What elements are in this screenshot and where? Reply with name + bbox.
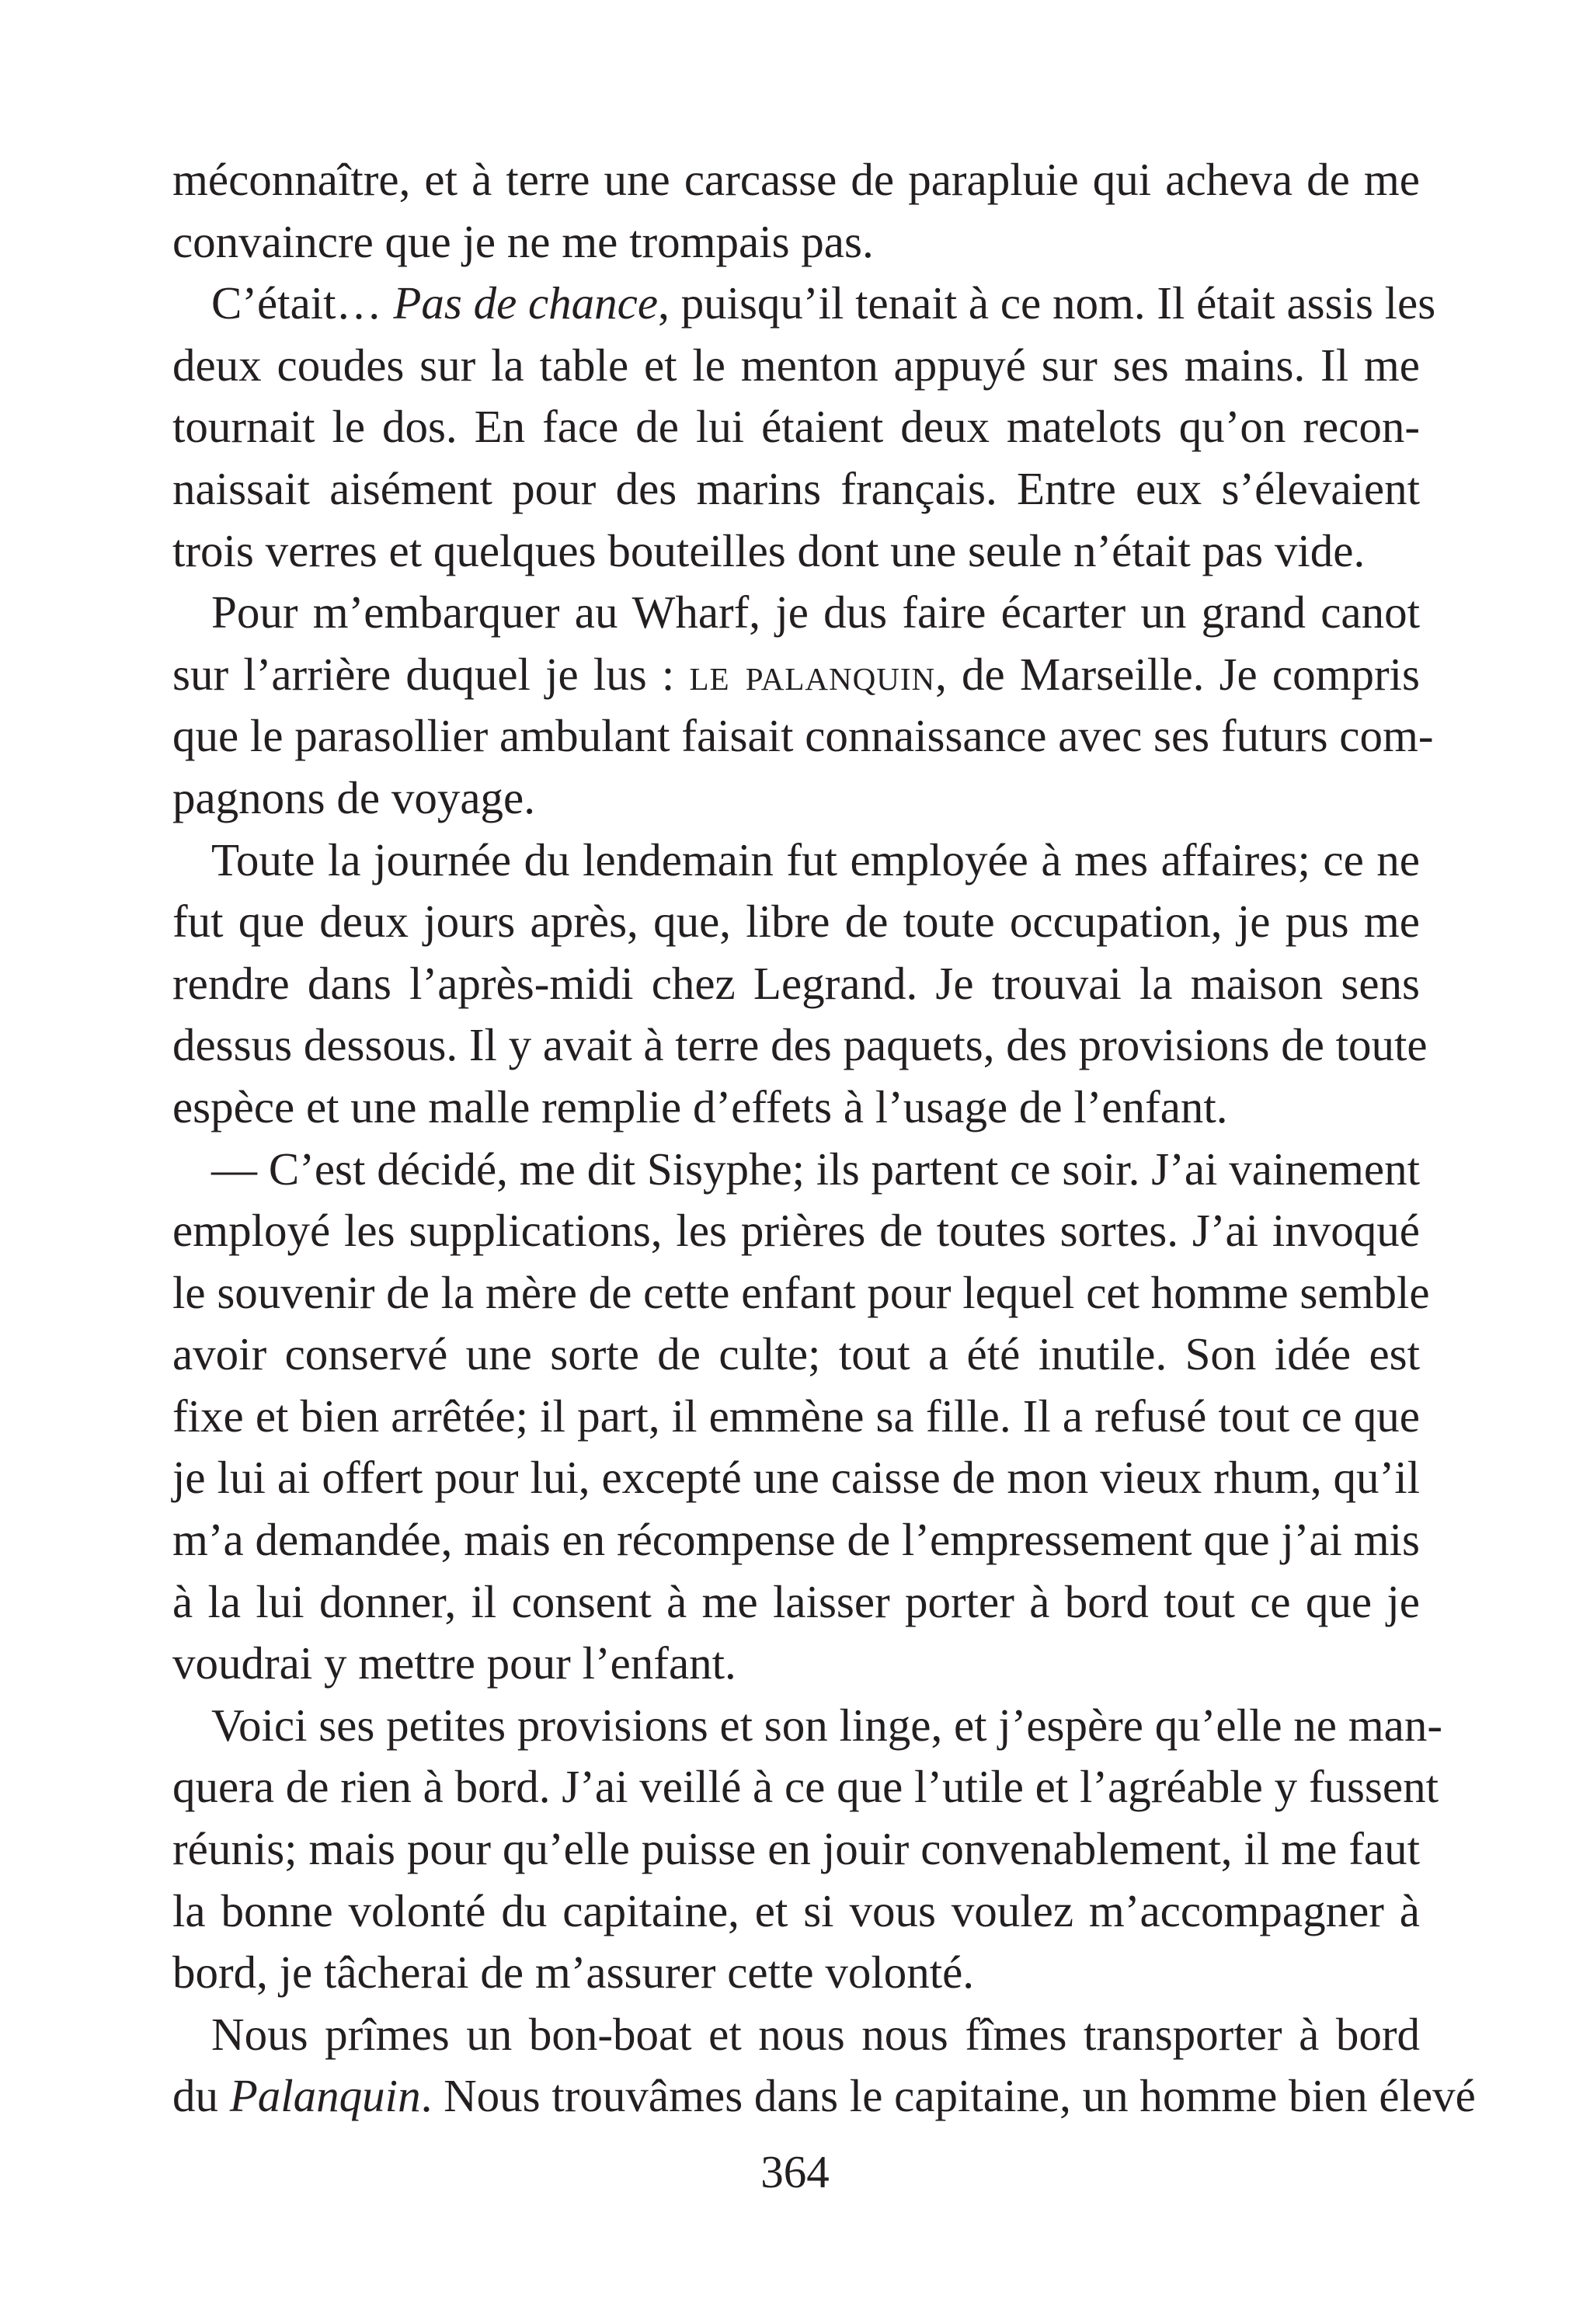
text-line: tournait le dos. En face de lui étaient deux matelots qu’on recon- bbox=[172, 401, 1420, 453]
text-line: avoir conservé une sorte de culte; tout a été inutile. Son idée est bbox=[172, 1328, 1420, 1380]
text-line: Nous prîmes un bon-boat et nous nous fîmes transporter à bord bbox=[211, 2008, 1420, 2060]
text-line: deux coudes sur la table et le menton appuyé sur ses mains. Il me bbox=[172, 339, 1420, 391]
text-line bbox=[172, 644, 1420, 706]
text-line: espèce et une malle remplie d’effets à l’usage de l’enfant. bbox=[172, 1080, 1228, 1132]
text-line: méconnaître, et à terre une carcasse de parapluie qui acheva de me bbox=[172, 154, 1420, 205]
text-run: . Nous trouvâmes dans le capitaine, un homme bien élevé bbox=[420, 2070, 1476, 2122]
text-line: convaincre que je ne me trompais pas. bbox=[172, 215, 874, 267]
text-line: fut que deux jours après, que, libre de toute occupation, je pus me bbox=[172, 896, 1420, 948]
text-line: trois verres et quelques bouteilles dont une seule n’était pas vide. bbox=[172, 524, 1366, 576]
text-line bbox=[172, 273, 1436, 335]
text-line: Pour m’embarquer au Wharf, je dus faire écarter un grand canot bbox=[211, 586, 1420, 638]
italic-text: Palanquin bbox=[229, 2070, 421, 2122]
text-line bbox=[172, 2065, 1476, 2127]
text-line: je lui ai offert pour lui, excepté une caisse de mon vieux rhum, qu’il bbox=[172, 1452, 1420, 1504]
text-line: que le parasollier ambulant faisait connaissance avec ses futurs com- bbox=[172, 710, 1434, 762]
text-run: du bbox=[172, 2070, 230, 2122]
text-line: Voici ses petites provisions et son linge, et j’espère qu’elle ne man- bbox=[211, 1699, 1442, 1751]
small-caps-text: le palanquin bbox=[689, 648, 936, 700]
text-line: la bonne volonté du capitaine, et si vous voulez m’accompagner à bbox=[172, 1884, 1420, 1936]
italic-text: Pas de chance bbox=[393, 277, 659, 329]
text-line: employé les supplications, les prières de toutes sortes. J’ai invoqué bbox=[172, 1205, 1420, 1257]
text-line: le souvenir de la mère de cette enfant pour lequel cet homme semble bbox=[172, 1266, 1430, 1318]
text-line: dessus dessous. Il y avait à terre des paquets, des provisions de toute bbox=[172, 1019, 1428, 1071]
page-number: 364 bbox=[760, 2146, 830, 2197]
text-run: sur l’arrière duquel je lus : bbox=[172, 648, 690, 700]
text-line: m’a demandée, mais en récompense de l’empressement que j’ai mis bbox=[172, 1514, 1420, 1566]
text-line: quera de rien à bord. J’ai veillé à ce que l’utile et l’agréable y fussent bbox=[172, 1761, 1439, 1813]
text-line: rendre dans l’après-midi chez Legrand. Je trouvai la maison sens bbox=[172, 957, 1420, 1009]
text-line: naissait aisément pour des marins français. Entre eux s’élevaient bbox=[172, 462, 1420, 514]
text-line: — C’est décidé, me dit Sisyphe; ils partent ce soir. J’ai vainement bbox=[211, 1143, 1420, 1195]
text-line: fixe et bien arrêtée; il part, il emmène sa fille. Il a refusé tout ce que bbox=[172, 1390, 1420, 1442]
text-line: à la lui donner, il consent à me laisser porter à bord tout ce que je bbox=[172, 1575, 1420, 1627]
text-line: bord, je tâcherai de m’assurer cette volonté. bbox=[172, 1947, 975, 1999]
body-text bbox=[172, 149, 1476, 2127]
text-run: , puisqu’il tenait à ce nom. Il était assis les bbox=[658, 277, 1436, 329]
text-line: voudrai y mettre pour l’enfant. bbox=[172, 1637, 736, 1689]
text-line: Toute la journée du lendemain fut employée à mes affaires; ce ne bbox=[211, 833, 1420, 885]
text-line: réunis; mais pour qu’elle puisse en jouir convenablement, il me faut bbox=[172, 1823, 1420, 1875]
text-line: pagnons de voyage. bbox=[172, 771, 535, 823]
text-run: C’était… bbox=[211, 277, 394, 329]
text-run: , de Marseille. Je compris bbox=[935, 648, 1420, 700]
